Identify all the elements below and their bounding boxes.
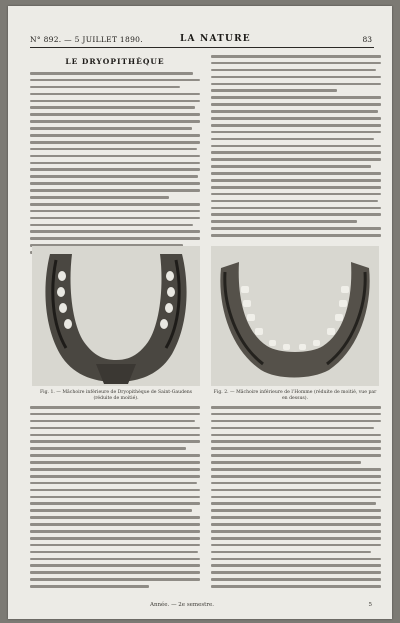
- human-jaw-illustration: [211, 246, 379, 386]
- footer-signature: 5: [368, 602, 372, 608]
- right-column: [211, 53, 381, 241]
- journal-title: LA NATURE: [180, 34, 251, 44]
- figure-2-caption: Fig. 2. — Mâchoire inférieure de l’Homme (réduite de moitié, vue par en dessus).: [213, 390, 377, 401]
- text-block: [30, 72, 200, 258]
- footer-volume: Année. — 2e semestre.: [150, 602, 215, 608]
- page-number: 83: [362, 35, 372, 44]
- text-block: [211, 55, 381, 241]
- figure-1-jaw-engraving: [32, 246, 200, 386]
- text-block: [30, 406, 200, 592]
- text-block: [211, 406, 381, 592]
- right-column-continued: [211, 406, 381, 592]
- left-column-continued: [30, 406, 200, 592]
- left-column: [30, 53, 200, 258]
- figure-1-caption: Fig. 1. — Mâchoire inférieure de Dryopithèque de Saint-Gaudens (réduite de moitié).: [39, 390, 193, 401]
- issue-number: N° 892. — 5 JUILLET 1890.: [30, 35, 143, 44]
- article-title: LE DRYOPITHÈQUE: [65, 57, 165, 66]
- journal-page: [8, 6, 392, 619]
- jaw-fossil-illustration: [32, 246, 200, 386]
- figure-2-jaw-engraving: [211, 246, 379, 386]
- page-header: [30, 33, 374, 48]
